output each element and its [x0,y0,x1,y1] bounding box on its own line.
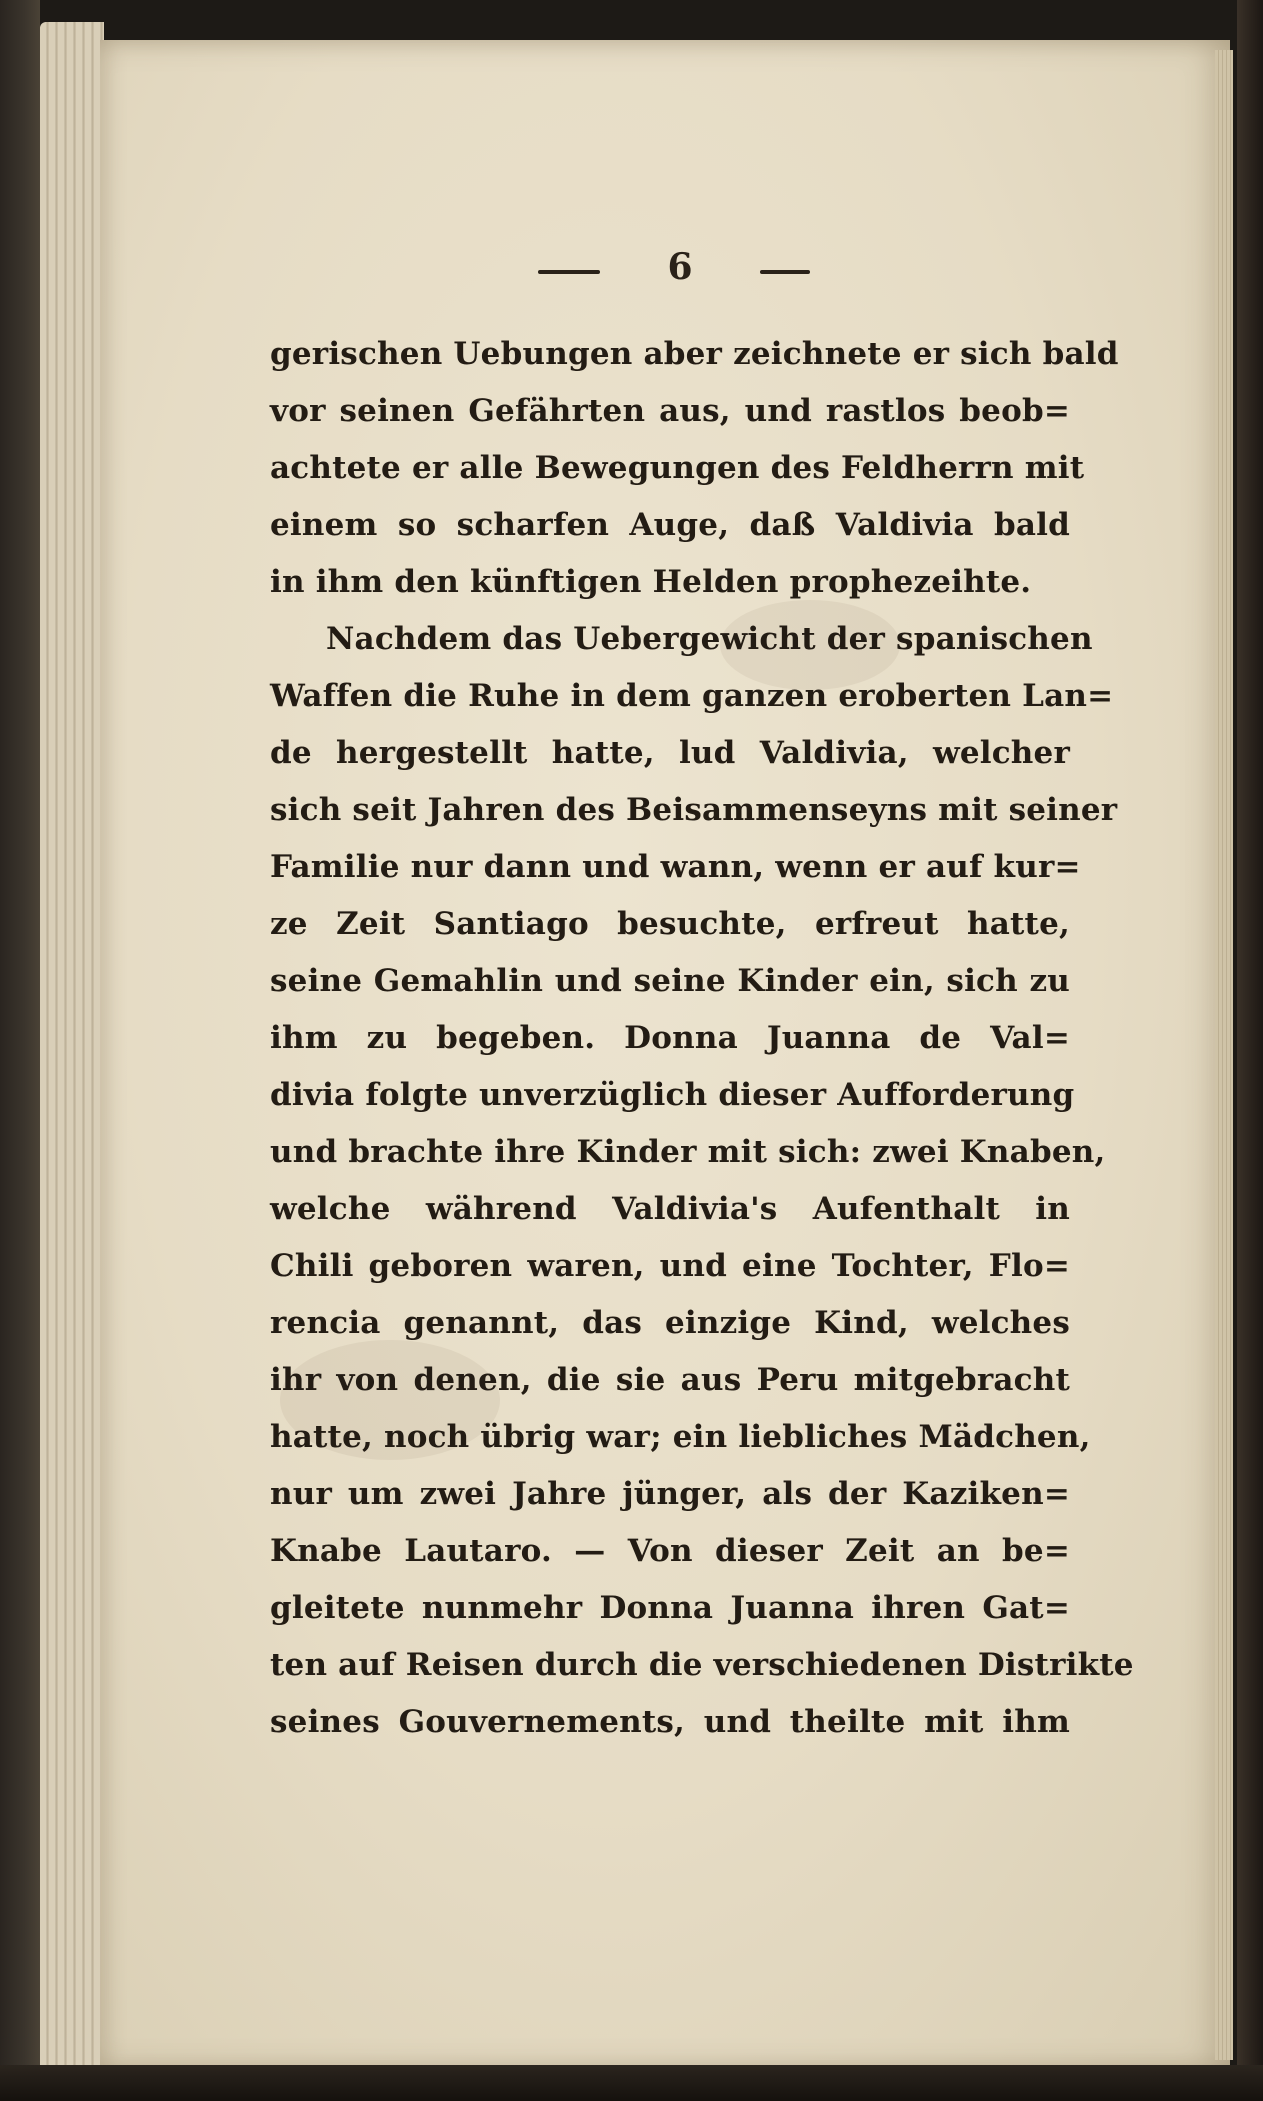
text-line: Chili geboren waren, und eine Tochter, Flo= [270,1248,1070,1284]
text-line: welche während Valdivia's Aufenthalt in [270,1191,1070,1227]
text-line: ihr von denen, die sie aus Peru mitgebracht [270,1362,1070,1398]
text-line: ten auf Reisen durch die verschiedenen Distrikte [270,1647,1134,1683]
text-line: hatte, noch übrig war; ein liebliches Mädchen, [270,1419,1091,1455]
book-cover-right-edge [1237,0,1263,2101]
text-line: de hergestellt hatte, lud Valdivia, welcher [270,735,1070,771]
text-line: ihm zu begeben. Donna Juanna de Val= [270,1020,1070,1056]
text-line: in ihm den künftigen Helden prophezeihte. [270,564,1032,600]
text-line: divia folgte unverzüglich dieser Aufforderung [270,1077,1075,1113]
text-line: und brachte ihre Kinder mit sich: zwei Knaben, [270,1134,1106,1170]
book-page [100,40,1230,2070]
text-line: gerischen Uebungen aber zeichnete er sich bald [270,336,1119,372]
page-leaf-edges [40,22,104,2072]
text-line: sich seit Jahren des Beisammenseyns mit seiner [270,792,1118,828]
book-cover-left-edge [0,0,40,2101]
text-line: seines Gouvernements, und theilte mit ihm [270,1704,1070,1740]
text-line: einem so scharfen Auge, daß Valdivia bald [270,507,1070,543]
text-line: seine Gemahlin und seine Kinder ein, sich zu [270,963,1070,999]
page-right-edge [1215,50,1233,2060]
page-header [100,246,1230,296]
text-line: achtete er alle Bewegungen des Feldherrn mit [270,450,1085,486]
book-cover-bottom-edge [0,2065,1263,2101]
header-dash-right [760,270,810,274]
text-line: gleitete nunmehr Donna Juanna ihren Gat= [270,1590,1070,1626]
text-line: rencia genannt, das einzige Kind, welches [270,1305,1070,1341]
header-dash-left [538,270,600,274]
page-number: 6 [667,246,693,288]
text-line: Knabe Lautaro. — Von dieser Zeit an be= [270,1533,1070,1569]
text-line: Waffen die Ruhe in dem ganzen eroberten Lan= [270,678,1114,714]
text-line: nur um zwei Jahre jünger, als der Kaziken= [270,1476,1070,1512]
text-line: Nachdem das Uebergewicht der spanischen [326,621,1093,657]
text-line: vor seinen Gefährten aus, und rastlos beob= [270,393,1070,429]
text-line: ze Zeit Santiago besuchte, erfreut hatte, [270,906,1070,942]
body-text [270,326,1134,1751]
text-line: Familie nur dann und wann, wenn er auf kur= [270,849,1081,885]
